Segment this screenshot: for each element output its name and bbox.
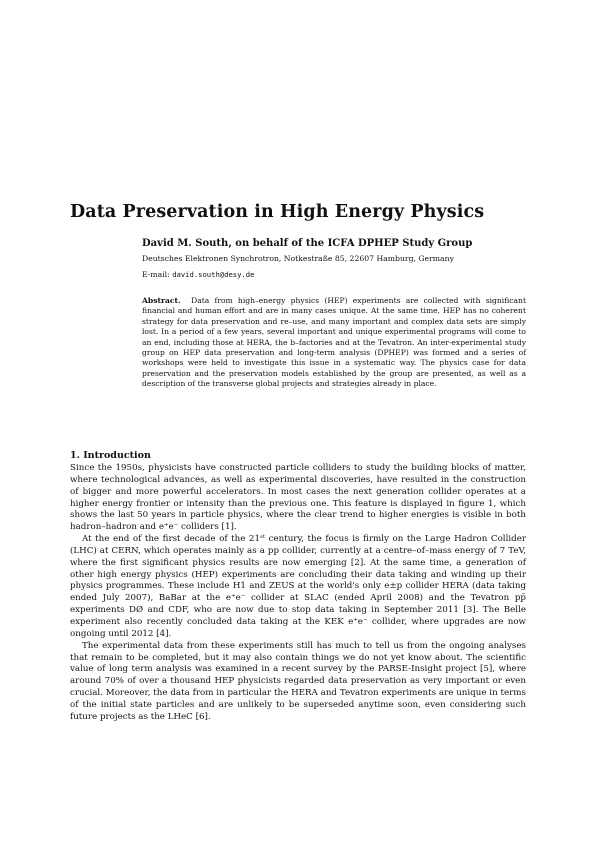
abstract-text: Data from high–energy physics (HEP) experiments are collected with significant financial and human effort and are in many cases unique. At the same time, HEP has no coherent strategy for data preservation and re–use, and many important and complex data sets are simply lost. In a period of a few years, several important and unique experimental programs will come to an end, including those at HERA, the b–factories and at the Tevatron. An inter-experimental study group on HEP data preservation and long-term analysis (DPHEP) was formed and a series of workshops were held to investigate this issue in a systematic way. The physics case for data preservation and the preservation models established by the group are presented, as well as a description of the transverse global projects and strategies already in place.: [142, 296, 526, 389]
section-body: [70, 463, 526, 724]
email-address[interactable]: david.south@desy.de: [172, 270, 255, 279]
author-line: David M. South, on behalf of the ICFA DPHEP Study Group: [142, 238, 473, 249]
paragraph: Since the 1950s, physicists have constructed particle colliders to study the building blocks of matter, where technological advances, as well as experimental discoveries, have resulted in the construction of bigger and more powerful accelerators. In most cases the next generation collider operates at a higher energy frontier or intensity than the previous one. This feature is displayed in figure 1, which shows the last 50 years in particle physics, where the clear trend to higher energies is visible in both hadron–hadron and e⁺e⁻ colliders [1].: [70, 463, 526, 533]
email-line: [142, 270, 254, 279]
paragraph: The experimental data from these experiments still has much to tell us from the ongoing analyses that remain to be completed, but it may also contain things we do not yet know about. The scientific value of long term analysis was examined in a recent survey by the PARSE-Insight project [5], where around 70% of over a thousand HEP physicists regarded data preservation as very important or even crucial. Moreover, the data from in particular the HERA and Tevatron experiments are unique in terms of the initial state particles and are unlikely to be superseded anytime soon, even considering such future projects as the LHeC [6].: [70, 640, 526, 722]
email-label: E-mail:: [142, 270, 170, 279]
abstract-label: Abstract.: [142, 296, 181, 305]
paper-title: Data Preservation in High Energy Physics: [70, 202, 485, 222]
abstract: [142, 296, 526, 390]
paragraph: At the end of the first decade of the 21ˢᵗ century, the focus is firmly on the Large Hadron Collider (LHC) at CERN, which operates mainly as a pp collider, currently at a centre–of–mass energy of 7 TeV, where the first significant physics results are now emerging [2]. At the same time, a generation of other high energy physics (HEP) experiments are concluding their data taking and winding up their physics programmes. These include H1 and ZEUS at the world's only e±p collider HERA (data taking ended July 2007), BaBar at the e⁺e⁻ collider at SLAC (ended April 2008) and the Tevatron pp̄ experiments DØ and CDF, who are now due to stop data taking in September 2011 [3]. The Belle experiment also recently concluded data taking at the KEK e⁺e⁻ collider, where upgrades are now ongoing until 2012 [4].: [70, 534, 526, 639]
section-heading: 1. Introduction: [70, 450, 151, 461]
affiliation: Deutsches Elektronen Synchrotron, Notkestraße 85, 22607 Hamburg, Germany: [142, 254, 454, 263]
